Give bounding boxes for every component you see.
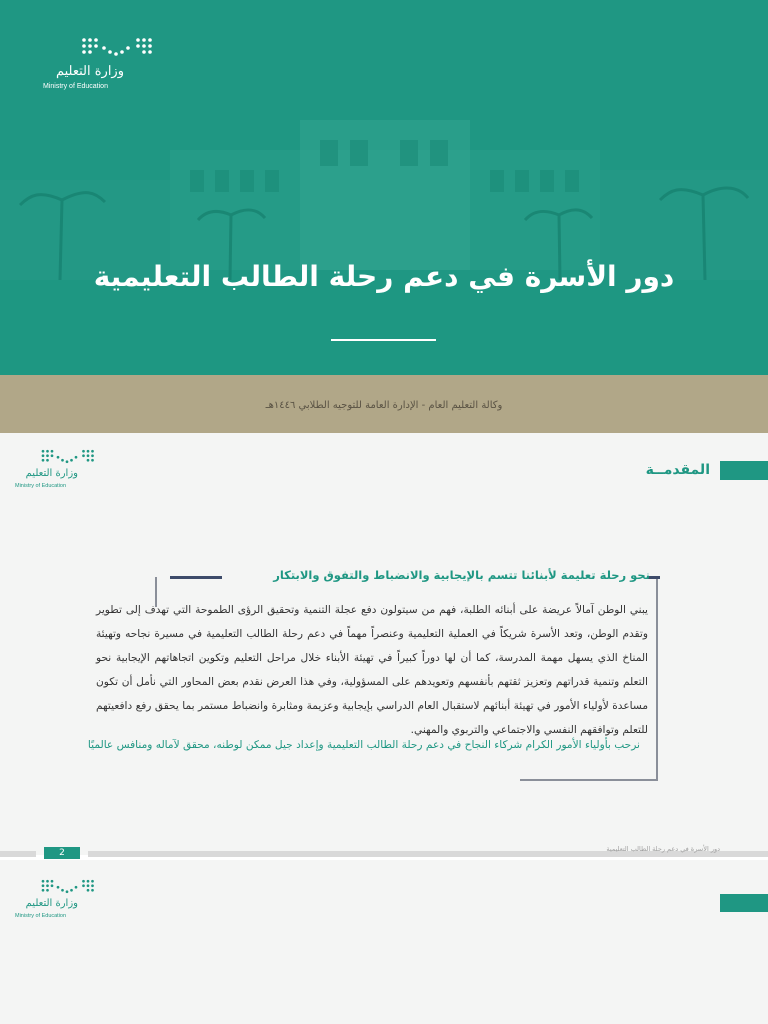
footer-line — [0, 851, 36, 857]
cover-title: دور الأسرة في دعم رحلة الطالب التعليمية — [93, 260, 675, 293]
section-title-bar — [720, 461, 768, 480]
footer-text: دور الأسرة في دعم رحلة الطالب التعليمية — [606, 845, 720, 853]
ministry-logo — [12, 446, 112, 496]
section-title: المقدمــة — [645, 462, 710, 478]
title-underline — [331, 339, 436, 341]
ministry-logo-dots-icon — [40, 876, 100, 900]
ministry-logo — [40, 34, 165, 94]
box-frame-bottom — [520, 779, 658, 781]
section-title-bar — [720, 894, 768, 912]
cover-band-text: وكالة التعليم العام - الإدارة العامة للتوجيه الطلابي ١٤٤٦هـ — [265, 400, 503, 411]
ministry-logo-arabic: وزارة التعليم — [25, 898, 78, 909]
ministry-logo-english: Ministry of Education — [15, 913, 67, 919]
next-slide — [0, 860, 768, 1024]
ministry-logo-english: Ministry of Education — [43, 83, 108, 90]
box-heading: نحو رحلة تعليمة لأبنائنا تتسم بالإيجابية والانضباط والتفوق والابتكار — [273, 568, 650, 582]
ministry-logo — [12, 876, 112, 926]
box-frame-right — [656, 577, 658, 781]
cover-slide — [0, 0, 768, 375]
ministry-logo-arabic: وزارة التعليم — [25, 468, 78, 479]
ministry-logo-arabic: وزارة التعليم — [55, 64, 124, 79]
ministry-logo-english: Ministry of Education — [15, 483, 67, 489]
ministry-logo-dots-icon — [80, 34, 160, 64]
box-note: نرحب بأولياء الأمور الكرام شركاء النجاح في دعم رحلة الطالب التعليمية وإعداد جيل ممكن لوطنه، محقق لآماله ومنافس عالميًا — [87, 739, 640, 751]
ministry-logo-dots-icon — [40, 446, 100, 470]
box-body-text: يبني الوطن آمالاً عريضة على أبنائه الطلبة، فهم من سيتولون دفع عجلة التنمية وتحقيق الرؤى الطموحة التي تهدف إلى تطوير وتقدم الوطن، وتعد الأسرة شريكاً في العملية التعليمية وعنصراً مهماً في دعم رحلة الطالب التعليمية في مسيرة نجاحه وتهيئة المناخ الذي يسهل مهمة المدرسة، كما أن لها دوراً كبيراً في تهيئة الأبناء خلال مراحل التعليم وتكوين اتجاهاتهم الإيجابية نحو التعلم وتنمية قدراتهم وتعزيز ثقتهم بأنفسهم وتعويدهم على المسؤولية، وفي هذا العرض نقدم بعض المحاور التي نأمل أن تكون مساعدة لأولياء الأمور في تهيئة أبنائهم لاستقبال العام الدراسي بإيجابية وعزيمة ومثابرة وانضباط مستمر بما يحقق رفع دافعيتهم للتعلم وتوافقهم النفسي والاجتماعي والتربوي والمهني. — [96, 604, 648, 736]
page-number: 2 — [44, 847, 80, 859]
